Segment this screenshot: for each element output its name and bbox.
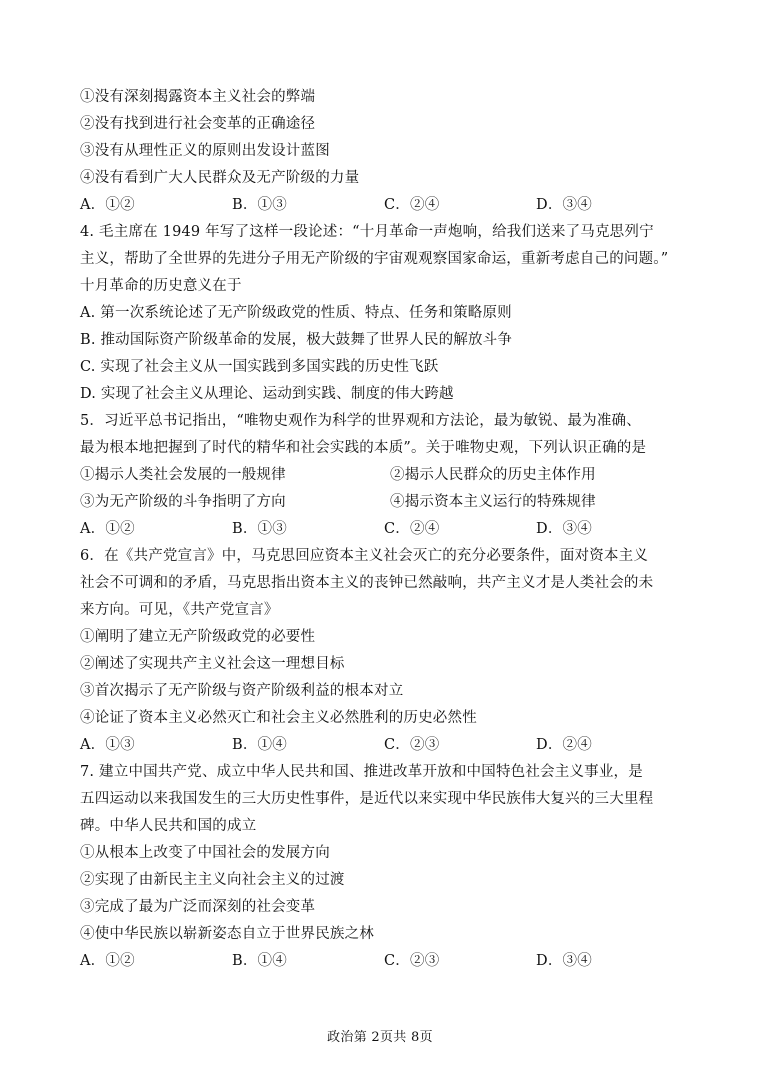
q3-choice-b: B．①③ bbox=[232, 197, 287, 213]
q5-items-row-1 bbox=[80, 462, 700, 489]
q7-stem-line-3: 碑。中华人民共和国的成立 bbox=[80, 818, 257, 834]
q3-item-3: ③没有从理性正义的原则出发设计蓝图 bbox=[80, 143, 330, 159]
q6-choice-c: C．②③ bbox=[384, 737, 440, 753]
q5-choice-b: B．①③ bbox=[232, 521, 287, 537]
q7-stem-line-2: 五四运动以来我国发生的三大历史性事件，是近代以来实现中华民族伟大复兴的三大里程 bbox=[80, 791, 654, 807]
q7-item-2: ②实现了由新民主主义向社会主义的过渡 bbox=[80, 872, 345, 888]
q3-item-4: ④没有看到广大人民群众及无产阶级的力量 bbox=[80, 170, 360, 186]
q5-choice-a: A．①② bbox=[80, 521, 135, 537]
q5-item-4: ④揭示资本主义运行的特殊规律 bbox=[390, 494, 596, 510]
q5-choice-c: C．②④ bbox=[384, 521, 440, 537]
q6-choice-d: D．②④ bbox=[536, 737, 592, 753]
q7-choice-a: A．①② bbox=[80, 953, 135, 969]
q4-stem-line-2: 主义，帮助了全世界的先进分子用无产阶级的宇宙观观察国家命运，重新考虑自己的问题。” bbox=[80, 251, 669, 267]
q7-choices bbox=[80, 948, 700, 975]
q3-choices bbox=[80, 192, 700, 219]
q3-choice-d: D．③④ bbox=[536, 197, 592, 213]
q6-stem-line-2: 社会不可调和的矛盾，马克思指出资本主义的丧钟已然敲响，共产主义才是人类社会的未 bbox=[80, 575, 654, 591]
question-content bbox=[80, 84, 700, 975]
q7-stem-line-1: 7. 建立中国共产党、成立中华人民共和国、推进改革开放和中国特色社会主义事业，是 bbox=[80, 764, 643, 780]
q3-item-2: ②没有找到进行社会变革的正确途径 bbox=[80, 116, 316, 132]
q7-item-1: ①从根本上改变了中国社会的发展方向 bbox=[80, 845, 330, 861]
q7-choice-b: B．①④ bbox=[232, 953, 287, 969]
q4-stem-line-1: 4. 毛主席在 1949 年写了这样一段论述：“十月革命一声炮响，给我们送来了马克思列宁 bbox=[80, 224, 654, 240]
q5-items-row-2 bbox=[80, 489, 700, 516]
page-footer: 政治第 2页共 8页 bbox=[327, 1030, 433, 1045]
q6-choice-a: A．①③ bbox=[80, 737, 135, 753]
q5-choices bbox=[80, 516, 700, 543]
q6-choice-b: B．①④ bbox=[232, 737, 287, 753]
q6-item-2: ②阐述了实现共产主义社会这一理想目标 bbox=[80, 656, 345, 672]
q4-choice-d: D. 实现了社会主义从理论、运动到实践、制度的伟大跨越 bbox=[80, 386, 454, 402]
q6-stem-line-3: 来方向。可见，《共产党宣言》 bbox=[80, 602, 279, 618]
q5-item-3: ③为无产阶级的斗争指明了方向 bbox=[80, 494, 286, 510]
q4-choice-c: C. 实现了社会主义从一国实践到多国实践的历史性飞跃 bbox=[80, 359, 439, 375]
q6-item-3: ③首次揭示了无产阶级与资产阶级利益的根本对立 bbox=[80, 683, 404, 699]
q6-item-4: ④论证了资本主义必然灭亡和社会主义必然胜利的历史必然性 bbox=[80, 710, 477, 726]
q7-choice-d: D．③④ bbox=[536, 953, 592, 969]
q4-choice-a: A. 第一次系统论述了无产阶级政党的性质、特点、任务和策略原则 bbox=[80, 305, 512, 321]
q5-stem-line-2: 最为根本地把握到了时代的精华和社会实践的本质”。关于唯物史观，下列认识正确的是 bbox=[80, 440, 647, 456]
q7-choice-c: C．②③ bbox=[384, 953, 440, 969]
q4-stem-line-3: 十月革命的历史意义在于 bbox=[80, 278, 242, 294]
q6-choices bbox=[80, 732, 700, 759]
q5-stem-line-1: 5．习近平总书记指出，“唯物史观作为科学的世界观和方法论，最为敏锐、最为准确、 bbox=[80, 413, 641, 429]
q3-item-1: ①没有深刻揭露资本主义社会的弊端 bbox=[80, 89, 316, 105]
q5-item-1: ①揭示人类社会发展的一般规律 bbox=[80, 467, 286, 483]
q3-choice-c: C．②④ bbox=[384, 197, 440, 213]
q4-choice-b: B. 推动国际资产阶级革命的发展，极大鼓舞了世界人民的解放斗争 bbox=[80, 332, 513, 348]
q6-item-1: ①阐明了建立无产阶级政党的必要性 bbox=[80, 629, 316, 645]
q7-item-4: ④使中华民族以崭新姿态自立于世界民族之林 bbox=[80, 926, 374, 942]
q5-item-2: ②揭示人民群众的历史主体作用 bbox=[390, 467, 596, 483]
q5-choice-d: D．③④ bbox=[536, 521, 592, 537]
q6-stem-line-1: 6．在《共产党宣言》中，马克思回应资本主义社会灭亡的充分必要条件，面对资本主义 bbox=[80, 548, 649, 564]
q3-choice-a: A．①② bbox=[80, 197, 135, 213]
q7-item-3: ③完成了最为广泛而深刻的社会变革 bbox=[80, 899, 316, 915]
